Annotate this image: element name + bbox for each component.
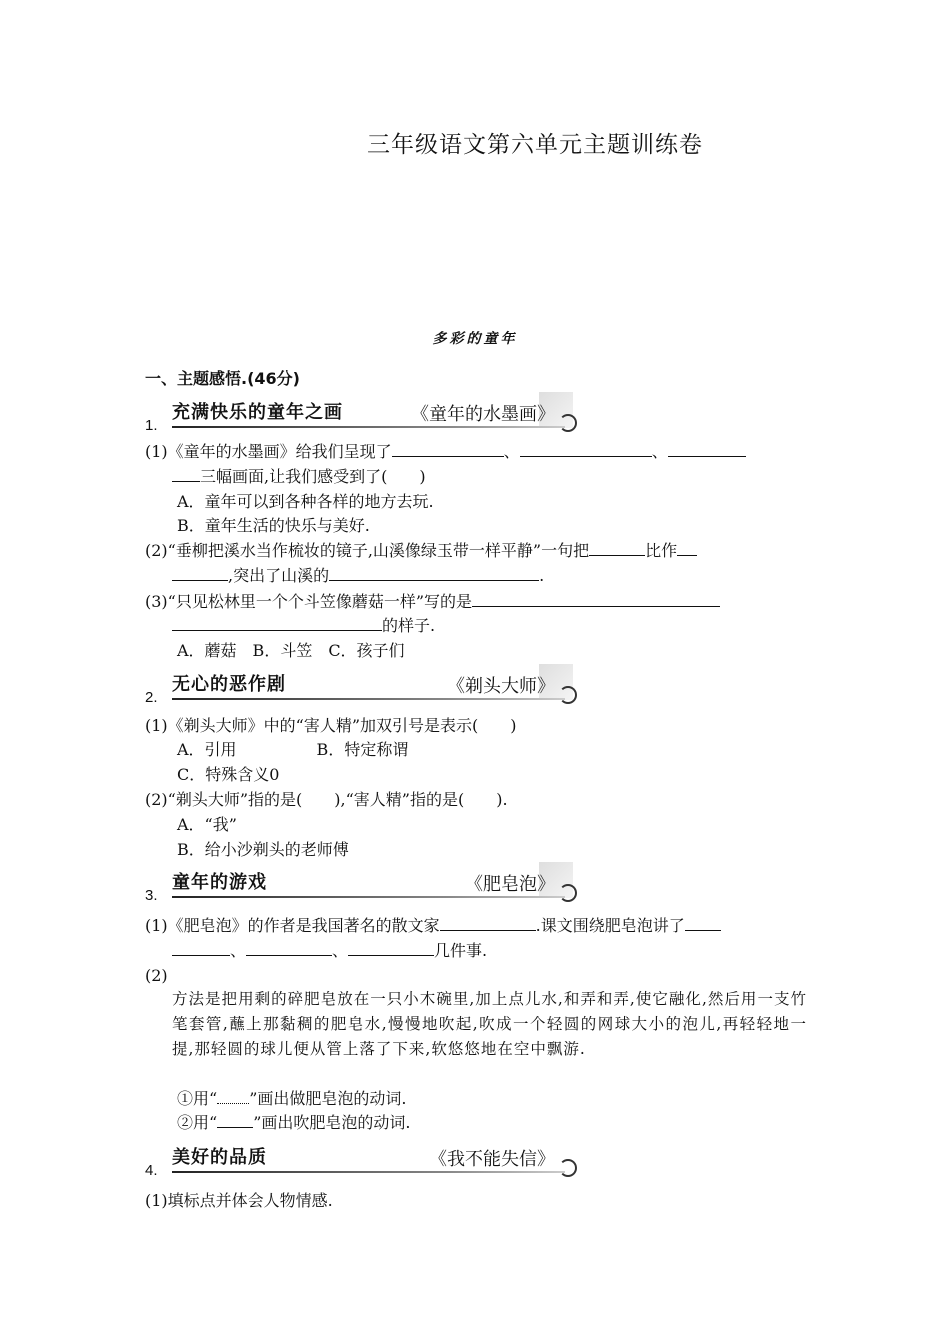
- curl-icon: [559, 884, 577, 902]
- q1-option-a: A．童年可以到各种各样的地方去玩.: [177, 492, 434, 511]
- q1-line1: (1)《童年的水墨画》给我们呈现了 、 、: [145, 440, 746, 464]
- banner-heading: 无心的恶作剧: [172, 674, 286, 695]
- q2-option-b2: B．给小沙剃头的老师傅: [177, 840, 349, 859]
- q1-option-b: B．童年生活的快乐与美好.: [177, 516, 370, 535]
- q4-line1: (1)填标点并体会人物情感.: [145, 1191, 333, 1210]
- unit-subtitle: 多彩的童年: [432, 331, 518, 347]
- banner-rule: [172, 426, 565, 428]
- banner-number: 2.: [145, 689, 158, 706]
- q2-line2: (2)“剃头大师”指的是( ),“害人精”指的是( ).: [145, 790, 508, 809]
- q3-sub1: ①用“ ”画出做肥皂泡的动词.: [177, 1089, 407, 1108]
- q2-option-c: C．特殊含义0: [177, 765, 280, 784]
- section-heading: 一、主题感悟.(46分): [145, 369, 300, 388]
- wavy-line-icon: [217, 1089, 249, 1104]
- q1-options-3: A．蘑菇 B．斗笠 C．孩子们: [177, 641, 405, 660]
- banner-heading: 童年的游戏: [172, 872, 267, 893]
- banner-number: 4.: [145, 1162, 158, 1179]
- q3-line1: (1)《肥皂泡》的作者是我国著名的散文家 .课文围绕肥皂泡讲了: [145, 914, 721, 938]
- reading-passage: 方法是把用剩的碎肥皂放在一只小木碗里,加上点儿水,和弄和弄,使它融化,然后用一支竹笔套管,蘸上那黏稠的肥皂水,慢慢地吹起,吹成一个轻圆的网球大小的泡儿,再轻轻地一提,那轻圆的球儿便从管上落了下来,软悠悠地在空中飘游.: [172, 990, 807, 1058]
- banner-4: [145, 1143, 585, 1177]
- q2-options-ab: A．引用 B．特定称谓: [177, 740, 409, 759]
- banner-1: [145, 398, 585, 432]
- page-title: 三年级语文第六单元主题训练卷: [367, 132, 703, 158]
- q2-option-a2: A．“我”: [177, 815, 237, 834]
- q3-line2: 、 、 几件事.: [172, 939, 487, 963]
- q2-line1: (1)《剃头大师》中的“害人精”加双引号是表示( ): [145, 716, 517, 735]
- banner-heading: 美好的品质: [172, 1147, 267, 1168]
- q1-line6: 的样子.: [172, 614, 435, 638]
- banner-rule: [172, 698, 565, 700]
- lesson-title: 《童年的水墨画》: [411, 404, 555, 425]
- q3-line3: (2): [145, 966, 168, 985]
- banner-number: 1.: [145, 417, 158, 434]
- lesson-title: 《我不能失信》: [429, 1149, 555, 1170]
- banner-rule: [172, 1171, 565, 1173]
- q3-sub2: ②用“ ”画出吹肥皂泡的动词.: [177, 1113, 411, 1132]
- lesson-title: 《剃头大师》: [447, 676, 555, 697]
- banner-heading: 充满快乐的童年之画: [172, 402, 343, 423]
- q1-line3: (2)“垂柳把溪水当作梳妆的镜子,山溪像绿玉带一样平静”一句把 比作: [145, 539, 697, 563]
- curl-icon: [559, 1159, 577, 1177]
- banner-number: 3.: [145, 887, 158, 904]
- banner-3: [145, 868, 585, 902]
- q1-line5: (3)“只见松林里一个个斗笠像蘑菇一样”写的是: [145, 590, 720, 614]
- banner-rule: [172, 896, 565, 898]
- curl-icon: [559, 414, 577, 432]
- q1-line4: ,突出了山溪的 .: [172, 564, 544, 588]
- q1-line2: 三幅画面,让我们感受到了( ): [172, 465, 426, 489]
- curl-icon: [559, 686, 577, 704]
- banner-2: [145, 670, 585, 704]
- lesson-title: 《肥皂泡》: [465, 874, 555, 895]
